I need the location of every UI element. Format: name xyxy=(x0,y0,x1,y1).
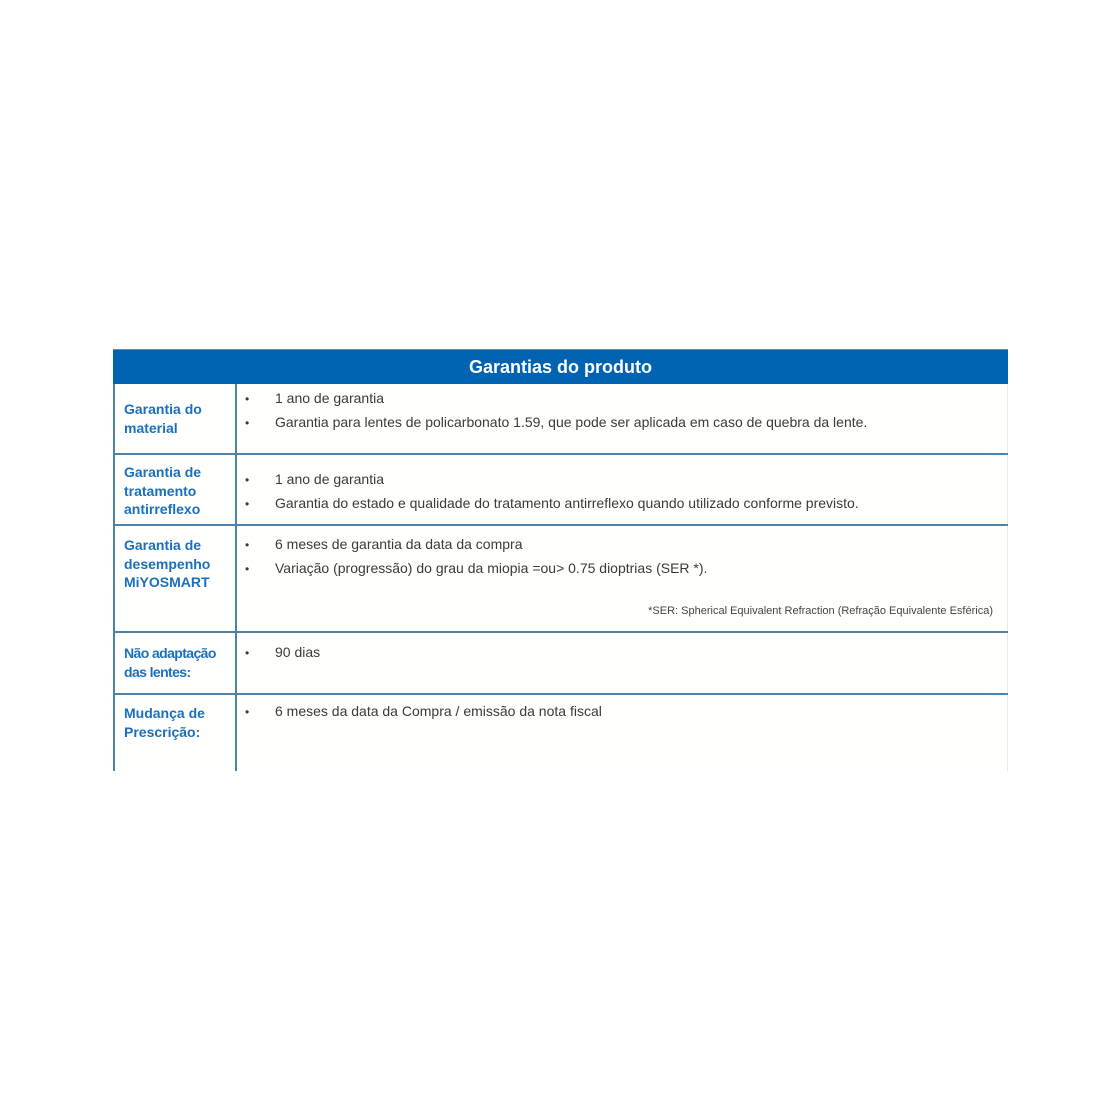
table-row-performance-warranty xyxy=(113,526,1008,633)
list-item xyxy=(245,411,993,435)
list-item xyxy=(245,700,993,724)
bullet-icon: • xyxy=(245,416,250,430)
list-item-text: Garantia para lentes de policarbonato 1.59, que pode ser aplicada em caso de quebra da lente. xyxy=(275,414,868,430)
table-row-non-adaptation xyxy=(113,633,1008,695)
row-content xyxy=(237,455,1008,524)
bullet-icon: • xyxy=(245,705,250,719)
list-item xyxy=(245,492,993,516)
list-item-text: 6 meses da data da Compra / emissão da nota fiscal xyxy=(275,703,602,719)
list-item xyxy=(245,387,993,411)
list-item-text: Garantia do estado e qualidade do tratamento antirreflexo quando utilizado conforme previsto. xyxy=(275,495,859,511)
row-label: Garantia do material xyxy=(113,384,237,453)
table-title: Garantias do produto xyxy=(113,349,1008,384)
row-label: Garantia de desempenho MiYOSMART xyxy=(113,526,237,631)
footnote: *SER: Spherical Equivalent Refraction (Refração Equivalente Esférica) xyxy=(648,605,993,617)
table-row-prescription-change xyxy=(113,695,1008,771)
bullet-icon: • xyxy=(245,562,250,576)
list-item xyxy=(245,557,993,581)
list-item-text: 90 dias xyxy=(275,644,321,660)
table-row-antireflex-warranty xyxy=(113,455,1008,526)
table-row-material-warranty xyxy=(113,384,1008,455)
warranty-table xyxy=(113,349,1008,771)
bullet-icon: • xyxy=(245,473,250,487)
row-content xyxy=(237,384,1008,453)
bullet-icon: • xyxy=(245,392,250,406)
list-item xyxy=(245,468,993,492)
list-item-text: 6 meses de garantia da data da compra xyxy=(275,536,523,552)
list-item xyxy=(245,641,993,665)
row-content xyxy=(237,695,1008,771)
list-item-text: Variação (progressão) do grau da miopia =ou> 0.75 dioptrias (SER *). xyxy=(275,560,708,576)
row-label: Não adaptação das lentes: xyxy=(113,633,237,693)
list-item-text: 1 ano de garantia xyxy=(275,471,384,487)
bullet-icon: • xyxy=(245,497,250,511)
row-label: Mudança de Prescrição: xyxy=(113,695,237,771)
list-item-text: 1 ano de garantia xyxy=(275,390,384,406)
row-content xyxy=(237,633,1008,693)
bullet-icon: • xyxy=(245,538,250,552)
bullet-icon: • xyxy=(245,646,250,660)
list-item xyxy=(245,533,993,557)
row-content xyxy=(237,526,1008,631)
row-label: Garantia de tratamento antirreflexo xyxy=(113,455,237,524)
